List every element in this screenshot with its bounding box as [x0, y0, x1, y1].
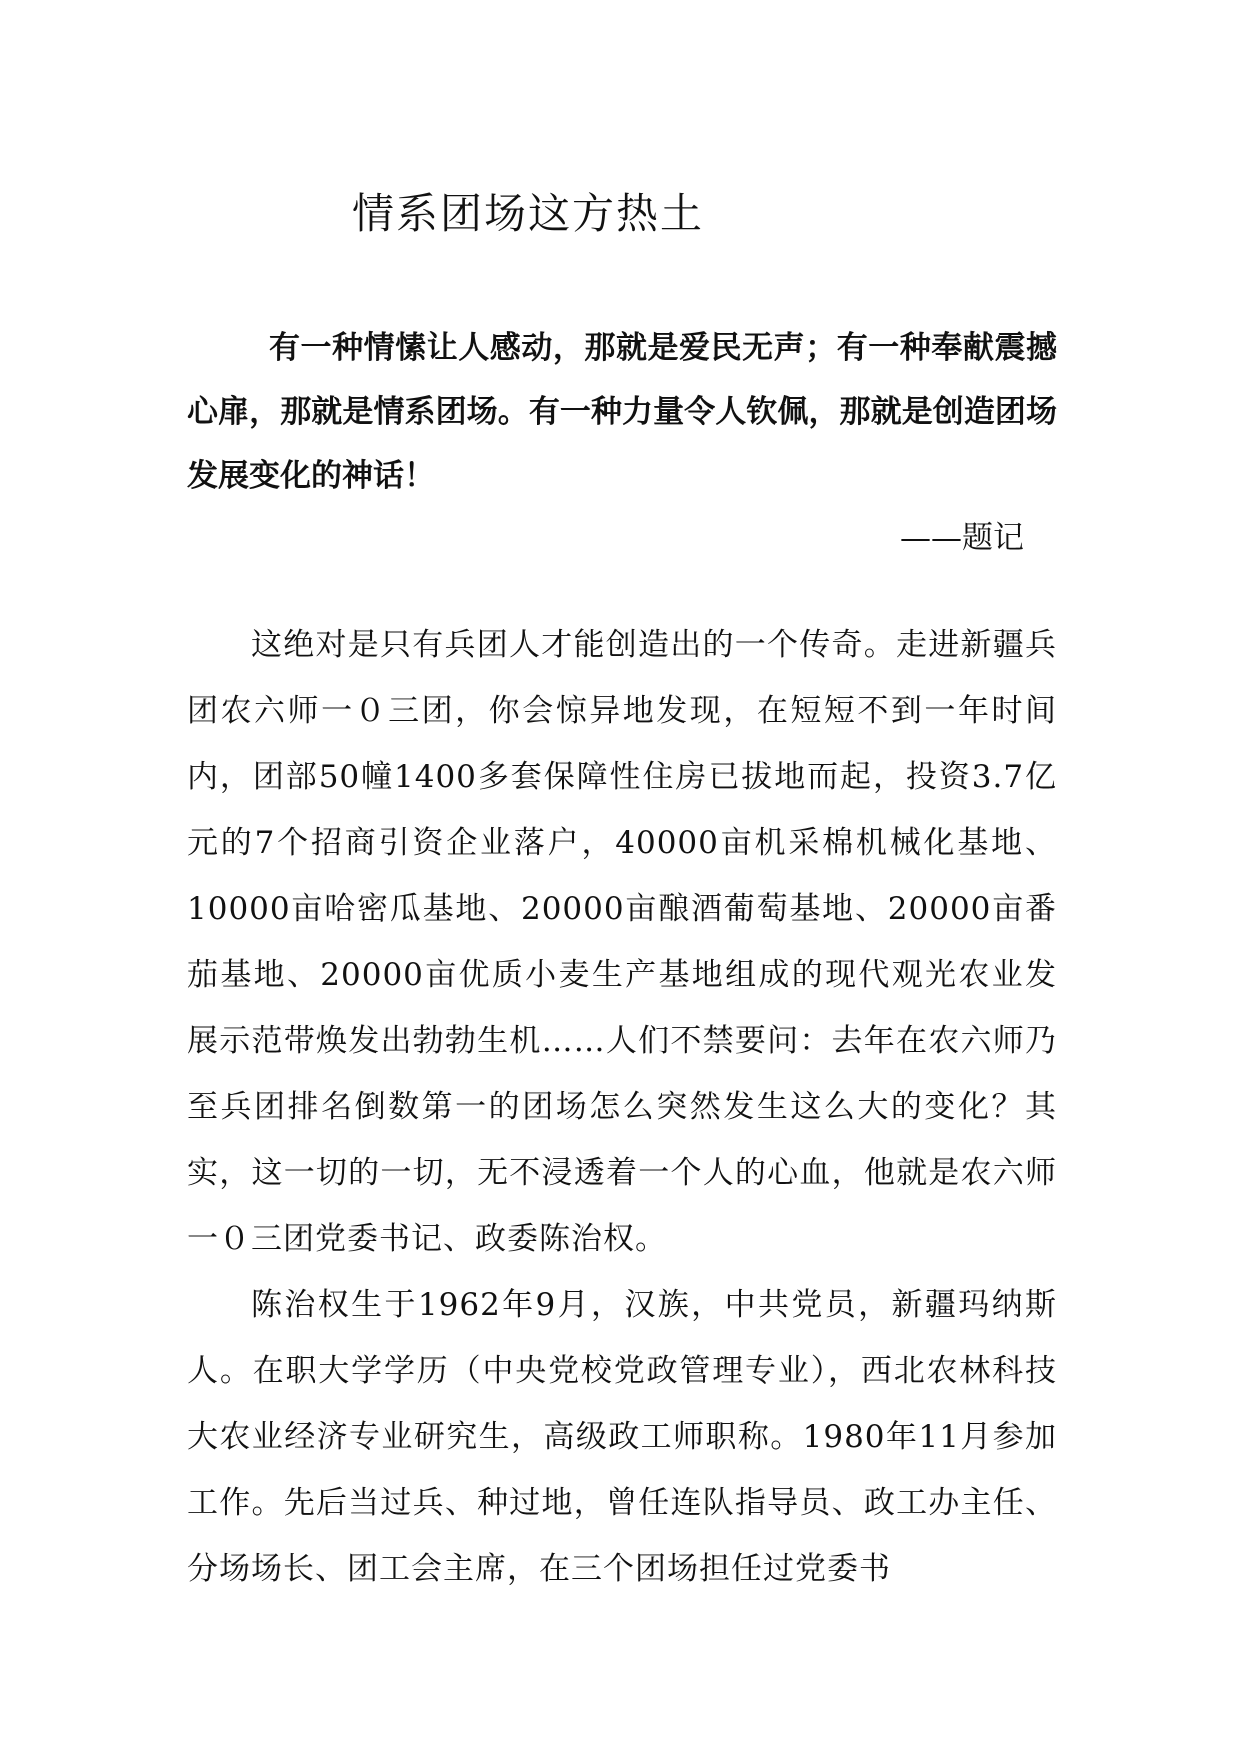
page-title: 情系团场这方热土: [352, 189, 705, 238]
epigraph: 有一种情愫让人感动，那就是爱民无声；有一种奉献震撼心扉，那就是情系团场。有一种力量令人钦佩，那就是创造团场发展变化的神话！: [187, 330, 1057, 494]
body-paragraph: 陈治权生于1962年9月，汉族，中共党员，新疆玛纳斯人。在职大学学历（中央党校党政管理专业），西北农林科技大农业经济专业研究生，高级政工师职称。1980年11月参加工作。先后当过兵、种过地，曾任连队指导员、政工办主任、分场场长、团工会主席，在三个团场担任过党委书: [187, 1287, 1057, 1587]
body-paragraph: 这绝对是只有兵团人才能创造出的一个传奇。走进新疆兵团农六师一０三团，你会惊异地发现，在短短不到一年时间内，团部50幢1400多套保障性住房已拔地而起，投资3.7亿元的7个招商引资企业落户，40000亩机采棉机械化基地、10000亩哈密瓜基地、20000亩酿酒葡萄基地、20000亩番茄基地、20000亩优质小麦生产基地组成的现代观光农业发展示范带焕发出勃勃生机……人们不禁要问：去年在农六师乃至兵团排名倒数第一的团场怎么突然发生这么大的变化？其实，这一切的一切，无不浸透着一个人的心血，他就是农六师一０三团党委书记、政委陈治权。: [187, 627, 1057, 1257]
epigraph-attribution: ——题记: [900, 520, 1024, 556]
article-body: [187, 612, 1057, 1602]
